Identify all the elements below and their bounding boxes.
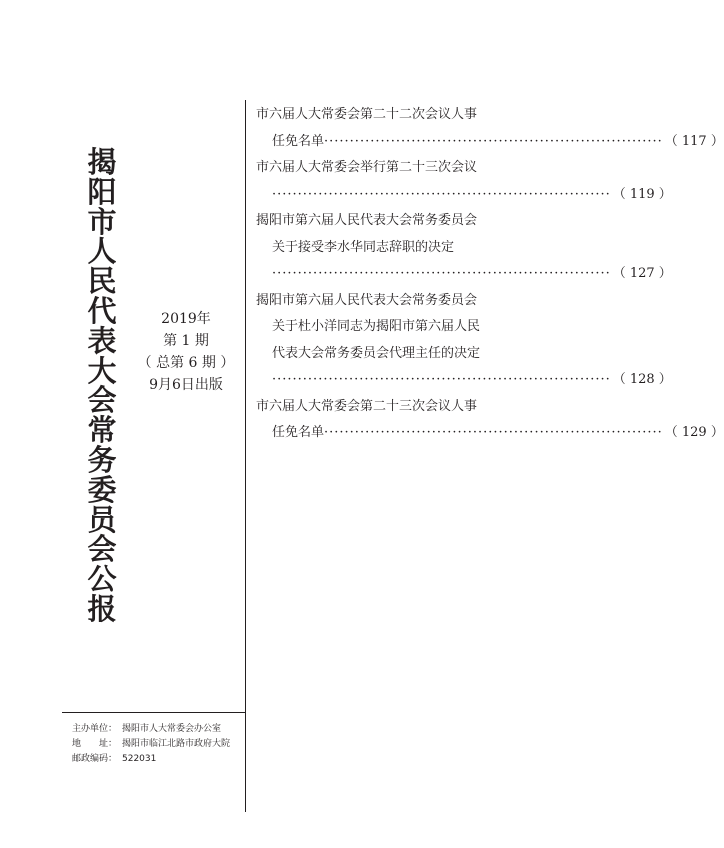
toc-entry-leader-line xyxy=(256,261,672,288)
publication-title xyxy=(82,145,122,626)
toc-entry-title: 市六届人大常委会举行第二十三次会议 xyxy=(256,160,478,175)
table-of-contents xyxy=(256,102,724,447)
title-char: 报 xyxy=(87,591,117,626)
issue-total: （ 总第 6 期 ） xyxy=(137,355,235,371)
sponsor-label: 主办单位： xyxy=(72,724,118,734)
title-char: 民 xyxy=(87,264,117,299)
sponsor-row xyxy=(72,722,244,737)
toc-dot-leader: ·································································· xyxy=(272,266,611,281)
toc-dot-leader: ·································································· xyxy=(272,372,611,387)
title-char: 大 xyxy=(87,353,117,388)
title-char: 会 xyxy=(87,383,117,418)
toc-entry-title: 市六届人大常委会第二十三次会议人事 xyxy=(256,398,478,414)
toc-page-number: （ 117 ） xyxy=(664,133,724,149)
toc-entry-leader-line xyxy=(256,182,672,209)
title-char: 会 xyxy=(87,532,117,567)
title-char: 揭 xyxy=(87,145,117,179)
postcode-label: 邮政编码： xyxy=(72,754,118,764)
address-row xyxy=(72,737,244,752)
issue-date: 9月6日出版 xyxy=(149,377,223,393)
toc-entry[interactable] xyxy=(256,102,724,155)
sponsor-value: 揭阳市人大常委会办公室 xyxy=(122,724,222,734)
toc-dot-leader: ·································································· xyxy=(324,425,663,440)
title-char: 阳 xyxy=(87,174,117,209)
toc-entry-title: 代表大会常务委员会代理主任的决定 xyxy=(272,345,481,361)
toc-entry[interactable] xyxy=(256,208,672,288)
issue-year: 2019年 xyxy=(161,311,211,327)
toc-entry-leader-line xyxy=(256,420,724,447)
toc-entry-title-end: 任免名单 xyxy=(272,425,325,440)
title-char: 委 xyxy=(87,472,117,507)
address-label: 地 址： xyxy=(72,739,118,749)
title-char: 常 xyxy=(87,413,117,448)
toc-entry-title: 揭阳市第六届人民代表大会常务委员会 xyxy=(256,213,478,228)
toc-entry-title: 关于接受李水华同志辞职的决定 xyxy=(272,239,455,255)
postcode-value: 522031 xyxy=(122,754,157,764)
title-char: 市 xyxy=(87,204,117,239)
colophon xyxy=(72,722,244,767)
toc-entry-title: 揭阳市第六届人民代表大会常务委员会 xyxy=(256,292,478,308)
title-char: 人 xyxy=(87,234,117,269)
vertical-divider xyxy=(245,100,246,812)
toc-entry-leader-line xyxy=(256,129,724,156)
toc-entry-title: 关于杜小洋同志为揭阳市第六届人民 xyxy=(272,319,481,334)
toc-entry-title: 市六届人大常委会第二十二次会议人事 xyxy=(256,107,478,122)
title-char: 公 xyxy=(87,562,117,597)
issue-number: 第 1 期 xyxy=(163,333,209,349)
toc-entry[interactable] xyxy=(256,394,724,447)
toc-entry-title-end: 任免名单 xyxy=(272,133,325,149)
issue-info xyxy=(130,308,242,396)
title-char: 表 xyxy=(87,323,117,358)
toc-entry[interactable] xyxy=(256,155,672,208)
toc-page-number: （ 128 ） xyxy=(612,372,672,387)
horizontal-divider xyxy=(62,712,246,713)
toc-dot-leader: ·································································· xyxy=(324,133,663,149)
toc-entry-leader-line xyxy=(256,367,672,394)
toc-entry[interactable] xyxy=(256,288,672,394)
toc-page-number: （ 129 ） xyxy=(664,425,724,440)
title-char: 员 xyxy=(87,502,117,537)
title-char: 代 xyxy=(87,293,117,328)
title-char: 务 xyxy=(87,442,117,477)
address-value: 揭阳市临江北路市政府大院 xyxy=(122,739,231,749)
toc-page-number: （ 119 ） xyxy=(612,186,672,202)
postcode-row xyxy=(72,752,244,767)
toc-page-number: （ 127 ） xyxy=(612,266,672,281)
toc-dot-leader: ·································································· xyxy=(272,186,611,202)
